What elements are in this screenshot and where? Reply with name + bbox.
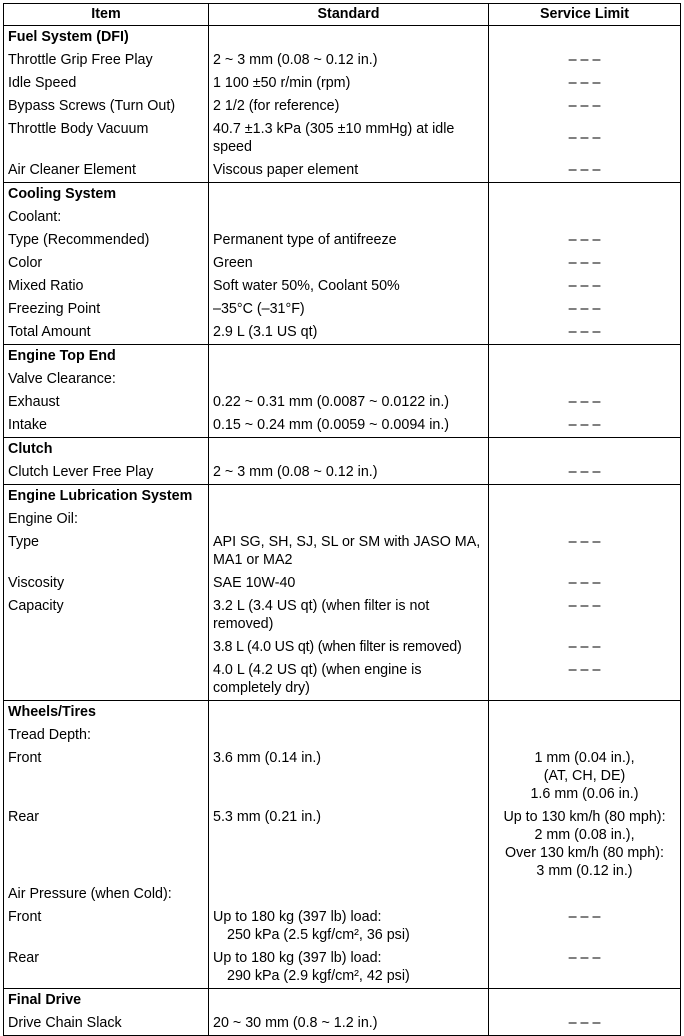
- item-label: Throttle Grip Free Play: [4, 49, 209, 72]
- standard-value: 4.0 L (4.2 US qt) (when engine is completely dry): [209, 659, 489, 701]
- header-row: [4, 4, 681, 26]
- standard-value: 3.2 L (3.4 US qt) (when filter is not removed): [209, 595, 489, 636]
- service-limit: – – –: [489, 391, 681, 414]
- table-row: [4, 159, 681, 183]
- item-label: Air Cleaner Element: [4, 159, 209, 183]
- service-limit: – – –: [489, 275, 681, 298]
- standard-value: API SG, SH, SJ, SL or SM with JASO MA, MA1 or MA2: [209, 531, 489, 572]
- table-row: [4, 947, 681, 989]
- standard-value: 2 ~ 3 mm (0.08 ~ 0.12 in.): [209, 461, 489, 485]
- service-limit: – – –: [489, 252, 681, 275]
- standard-value: SAE 10W-40: [209, 572, 489, 595]
- table-row: [4, 95, 681, 118]
- section-row-clutch: [4, 438, 681, 462]
- table-row: [4, 906, 681, 947]
- service-limit: – – –: [489, 595, 681, 636]
- service-limit-line: Over 130 km/h (80 mph):: [505, 845, 664, 861]
- item-label: Throttle Body Vacuum: [4, 118, 209, 159]
- section-row-fuel-system: [4, 26, 681, 50]
- service-limit: – – –: [489, 461, 681, 485]
- item-label: [4, 636, 209, 659]
- item-label: Total Amount: [4, 321, 209, 345]
- service-limit: – – –: [489, 159, 681, 183]
- table-row: [4, 298, 681, 321]
- subgroup-label: Engine Oil:: [4, 508, 209, 531]
- standard-value: Soft water 50%, Coolant 50%: [209, 275, 489, 298]
- section-title: Final Drive: [4, 989, 209, 1013]
- item-label: Exhaust: [4, 391, 209, 414]
- item-label: Color: [4, 252, 209, 275]
- item-label: Type: [4, 531, 209, 572]
- service-limit: – – –: [489, 118, 681, 159]
- standard-value: 0.22 ~ 0.31 mm (0.0087 ~ 0.0122 in.): [209, 391, 489, 414]
- service-limit: – – –: [489, 659, 681, 701]
- item-label: Mixed Ratio: [4, 275, 209, 298]
- section-title: Wheels/Tires: [4, 701, 209, 725]
- section-row-final-drive: [4, 989, 681, 1013]
- subgroup-label: Valve Clearance:: [4, 368, 209, 391]
- maintenance-spec-table: [3, 3, 681, 1036]
- item-label: Viscosity: [4, 572, 209, 595]
- table-row: [4, 206, 681, 229]
- service-limit: [489, 747, 681, 806]
- standard-value: [209, 906, 489, 947]
- table-row: [4, 883, 681, 906]
- section-title: Engine Top End: [4, 345, 209, 369]
- subgroup-label: Tread Depth:: [4, 724, 209, 747]
- service-limit: – – –: [489, 321, 681, 345]
- table-row: [4, 572, 681, 595]
- item-label: Intake: [4, 414, 209, 438]
- table-row: [4, 368, 681, 391]
- standard-value: 2 ~ 3 mm (0.08 ~ 0.12 in.): [209, 49, 489, 72]
- section-row-cooling-system: [4, 183, 681, 207]
- item-label: Front: [4, 747, 209, 806]
- item-label: Rear: [4, 947, 209, 989]
- service-limit-line: 1 mm (0.04 in.),: [534, 750, 635, 766]
- standard-value: 1 100 ±50 r/min (rpm): [209, 72, 489, 95]
- table-row: [4, 321, 681, 345]
- service-limit: – – –: [489, 636, 681, 659]
- service-limit-line: Up to 130 km/h (80 mph):: [503, 809, 666, 825]
- table-row: [4, 508, 681, 531]
- table-row: [4, 806, 681, 883]
- standard-value: Permanent type of antifreeze: [209, 229, 489, 252]
- standard-line: 290 kPa (2.9 kgf/cm², 42 psi): [227, 968, 410, 984]
- table-row: [4, 72, 681, 95]
- section-title: Cooling System: [4, 183, 209, 207]
- standard-value: 5.3 mm (0.21 in.): [209, 806, 489, 883]
- spec-sheet: [3, 3, 680, 1036]
- item-label: Type (Recommended): [4, 229, 209, 252]
- header-service-limit: Service Limit: [489, 4, 681, 26]
- standard-value: 2 1/2 (for reference): [209, 95, 489, 118]
- header-item: Item: [4, 4, 209, 26]
- section-row-engine-top-end: [4, 345, 681, 369]
- standard-value: –35°C (–31°F): [209, 298, 489, 321]
- service-limit: – – –: [489, 414, 681, 438]
- service-limit-line: 2 mm (0.08 in.),: [534, 827, 635, 843]
- item-label: Freezing Point: [4, 298, 209, 321]
- standard-value: 40.7 ±1.3 kPa (305 ±10 mmHg) at idle speed: [209, 118, 489, 159]
- table-row: [4, 252, 681, 275]
- service-limit: – – –: [489, 906, 681, 947]
- standard-value: 3.6 mm (0.14 in.): [209, 747, 489, 806]
- table-row: [4, 118, 681, 159]
- service-limit-line: (AT, CH, DE): [543, 768, 626, 784]
- section-row-wheels-tires: [4, 701, 681, 725]
- service-limit-line: 1.6 mm (0.06 in.): [530, 786, 639, 802]
- section-title: Fuel System (DFI): [4, 26, 209, 50]
- standard-line: Up to 180 kg (397 lb) load:: [213, 950, 382, 966]
- table-row: [4, 49, 681, 72]
- table-row: [4, 531, 681, 572]
- table-row: [4, 229, 681, 252]
- table-row: [4, 461, 681, 485]
- table-row: [4, 636, 681, 659]
- table-row: [4, 724, 681, 747]
- table-row: [4, 391, 681, 414]
- standard-line: 250 kPa (2.5 kgf/cm², 36 psi): [227, 927, 410, 943]
- item-label: Idle Speed: [4, 72, 209, 95]
- standard-value: Viscous paper element: [209, 159, 489, 183]
- item-label: Drive Chain Slack: [4, 1012, 209, 1036]
- standard-value: 3.8 L (4.0 US qt) (when filter is removed): [209, 636, 489, 659]
- service-limit-line: 3 mm (0.12 in.): [536, 863, 633, 879]
- standard-line: Up to 180 kg (397 lb) load:: [213, 909, 382, 925]
- item-label: Front: [4, 906, 209, 947]
- service-limit: – – –: [489, 95, 681, 118]
- table-row: [4, 275, 681, 298]
- service-limit: – – –: [489, 49, 681, 72]
- header-standard: Standard: [209, 4, 489, 26]
- item-label: Clutch Lever Free Play: [4, 461, 209, 485]
- service-limit: – – –: [489, 947, 681, 989]
- standard-value: 0.15 ~ 0.24 mm (0.0059 ~ 0.0094 in.): [209, 414, 489, 438]
- table-row: [4, 659, 681, 701]
- subgroup-label: Coolant:: [4, 206, 209, 229]
- item-label: Bypass Screws (Turn Out): [4, 95, 209, 118]
- section-title: Engine Lubrication System: [4, 485, 209, 509]
- service-limit: – – –: [489, 572, 681, 595]
- table-row: [4, 414, 681, 438]
- table-row: [4, 1012, 681, 1036]
- service-limit: – – –: [489, 531, 681, 572]
- service-limit: – – –: [489, 229, 681, 252]
- service-limit: – – –: [489, 1012, 681, 1036]
- service-limit: [489, 806, 681, 883]
- item-label: Rear: [4, 806, 209, 883]
- standard-value: [209, 947, 489, 989]
- subgroup-label: Air Pressure (when Cold):: [4, 883, 209, 906]
- item-label: [4, 659, 209, 701]
- standard-value: 2.9 L (3.1 US qt): [209, 321, 489, 345]
- table-row: [4, 595, 681, 636]
- item-label: Capacity: [4, 595, 209, 636]
- standard-value: 20 ~ 30 mm (0.8 ~ 1.2 in.): [209, 1012, 489, 1036]
- standard-value: Green: [209, 252, 489, 275]
- table-row: [4, 747, 681, 806]
- section-row-engine-lubrication: [4, 485, 681, 509]
- service-limit: – – –: [489, 298, 681, 321]
- service-limit: – – –: [489, 72, 681, 95]
- section-title: Clutch: [4, 438, 209, 462]
